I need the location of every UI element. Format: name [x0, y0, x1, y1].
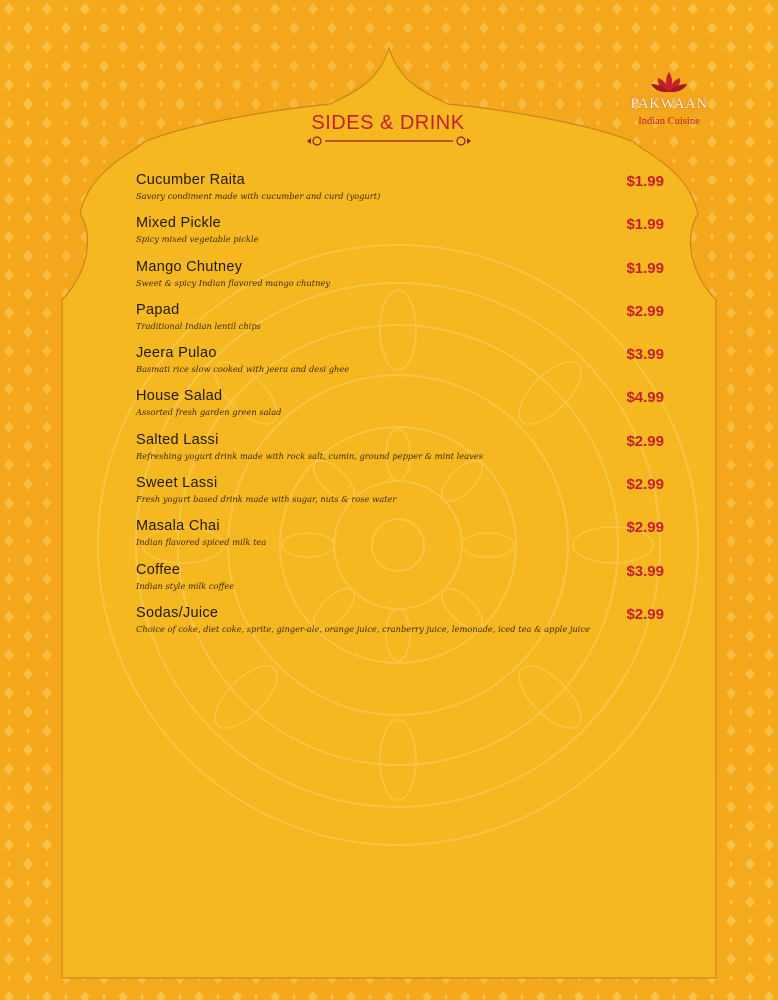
menu-item-price: $1.99 — [626, 173, 664, 190]
menu-item-description: Choice of coke, diet coke, sprite, ginger-ale, orange juice, cranberry juice, lemonade, iced tea & apple juice — [136, 623, 590, 634]
menu-item — [136, 172, 666, 215]
menu-item-price: $2.99 — [626, 432, 664, 450]
menu-item-description: Basmati rice slow cooked with jeera and desi ghee — [136, 364, 350, 375]
menu-item-price: $2.99 — [626, 476, 664, 494]
menu-item-price: $4.99 — [626, 389, 664, 407]
menu-item — [136, 345, 666, 388]
menu-item-description: Savory condiment made with cucumber and curd (yogurt) — [136, 191, 381, 201]
menu-item-name: Salted Lassi — [136, 431, 219, 448]
menu-item — [136, 432, 666, 475]
menu-item — [136, 605, 666, 648]
menu-item-name: Jeera Pulao — [136, 345, 217, 362]
menu-item-description: Spicy mixed vegetable pickle — [136, 234, 259, 245]
lotus-icon — [649, 70, 689, 96]
menu-item-description: Indian style milk coffee — [136, 580, 235, 591]
brand-logo — [614, 70, 724, 160]
menu-item-name: Sweet Lassi — [136, 475, 218, 492]
menu-item — [136, 475, 666, 518]
menu-item-name: Papad — [136, 301, 180, 318]
menu-item-name: Masala Chai — [136, 518, 220, 535]
page-title: SIDES & DRINK — [311, 112, 465, 134]
menu-item-price: $2.99 — [626, 605, 664, 623]
title-ornament-icon — [303, 135, 475, 147]
menu-item-name: House Salad — [136, 388, 223, 405]
menu-item-name: Sodas/Juice — [136, 604, 219, 621]
menu-item-description: Indian flavored spiced milk tea — [136, 537, 267, 548]
menu-item-description: Sweet & spicy Indian flavored mango chutney — [136, 277, 331, 288]
menu-item-description: Refreshing yogurt drink made with rock salt, cumin, ground pepper & mint leaves — [136, 450, 483, 461]
menu-item-description: Assorted fresh garden green salad — [136, 407, 282, 418]
menu-item-price: $1.99 — [626, 216, 664, 234]
menu-item-name: Cucumber Raita — [136, 172, 245, 188]
menu-item — [136, 259, 666, 302]
menu-item-price: $3.99 — [626, 346, 664, 364]
menu-item-price: $2.99 — [626, 302, 664, 320]
menu-item-price: $3.99 — [626, 562, 664, 580]
menu-item — [136, 518, 666, 561]
menu-item-name: Mixed Pickle — [136, 215, 221, 232]
menu-item — [136, 562, 666, 605]
brand-name: PAKWAAN — [630, 96, 708, 112]
menu-item-name: Coffee — [136, 561, 181, 578]
brand-tagline: Indian Cuisine — [638, 116, 700, 127]
menu-item — [136, 388, 666, 431]
menu-item-price: $1.99 — [626, 259, 664, 277]
menu-item-price: $2.99 — [626, 519, 664, 537]
menu-item-description: Traditional Indian lentil chips — [136, 320, 261, 331]
menu-item-name: Mango Chutney — [136, 258, 243, 275]
menu-list — [136, 172, 666, 648]
menu-item-description: Fresh yogurt based drink made with sugar, nuts & rose water — [136, 494, 397, 505]
menu-item — [136, 302, 666, 345]
menu-item — [136, 215, 666, 258]
